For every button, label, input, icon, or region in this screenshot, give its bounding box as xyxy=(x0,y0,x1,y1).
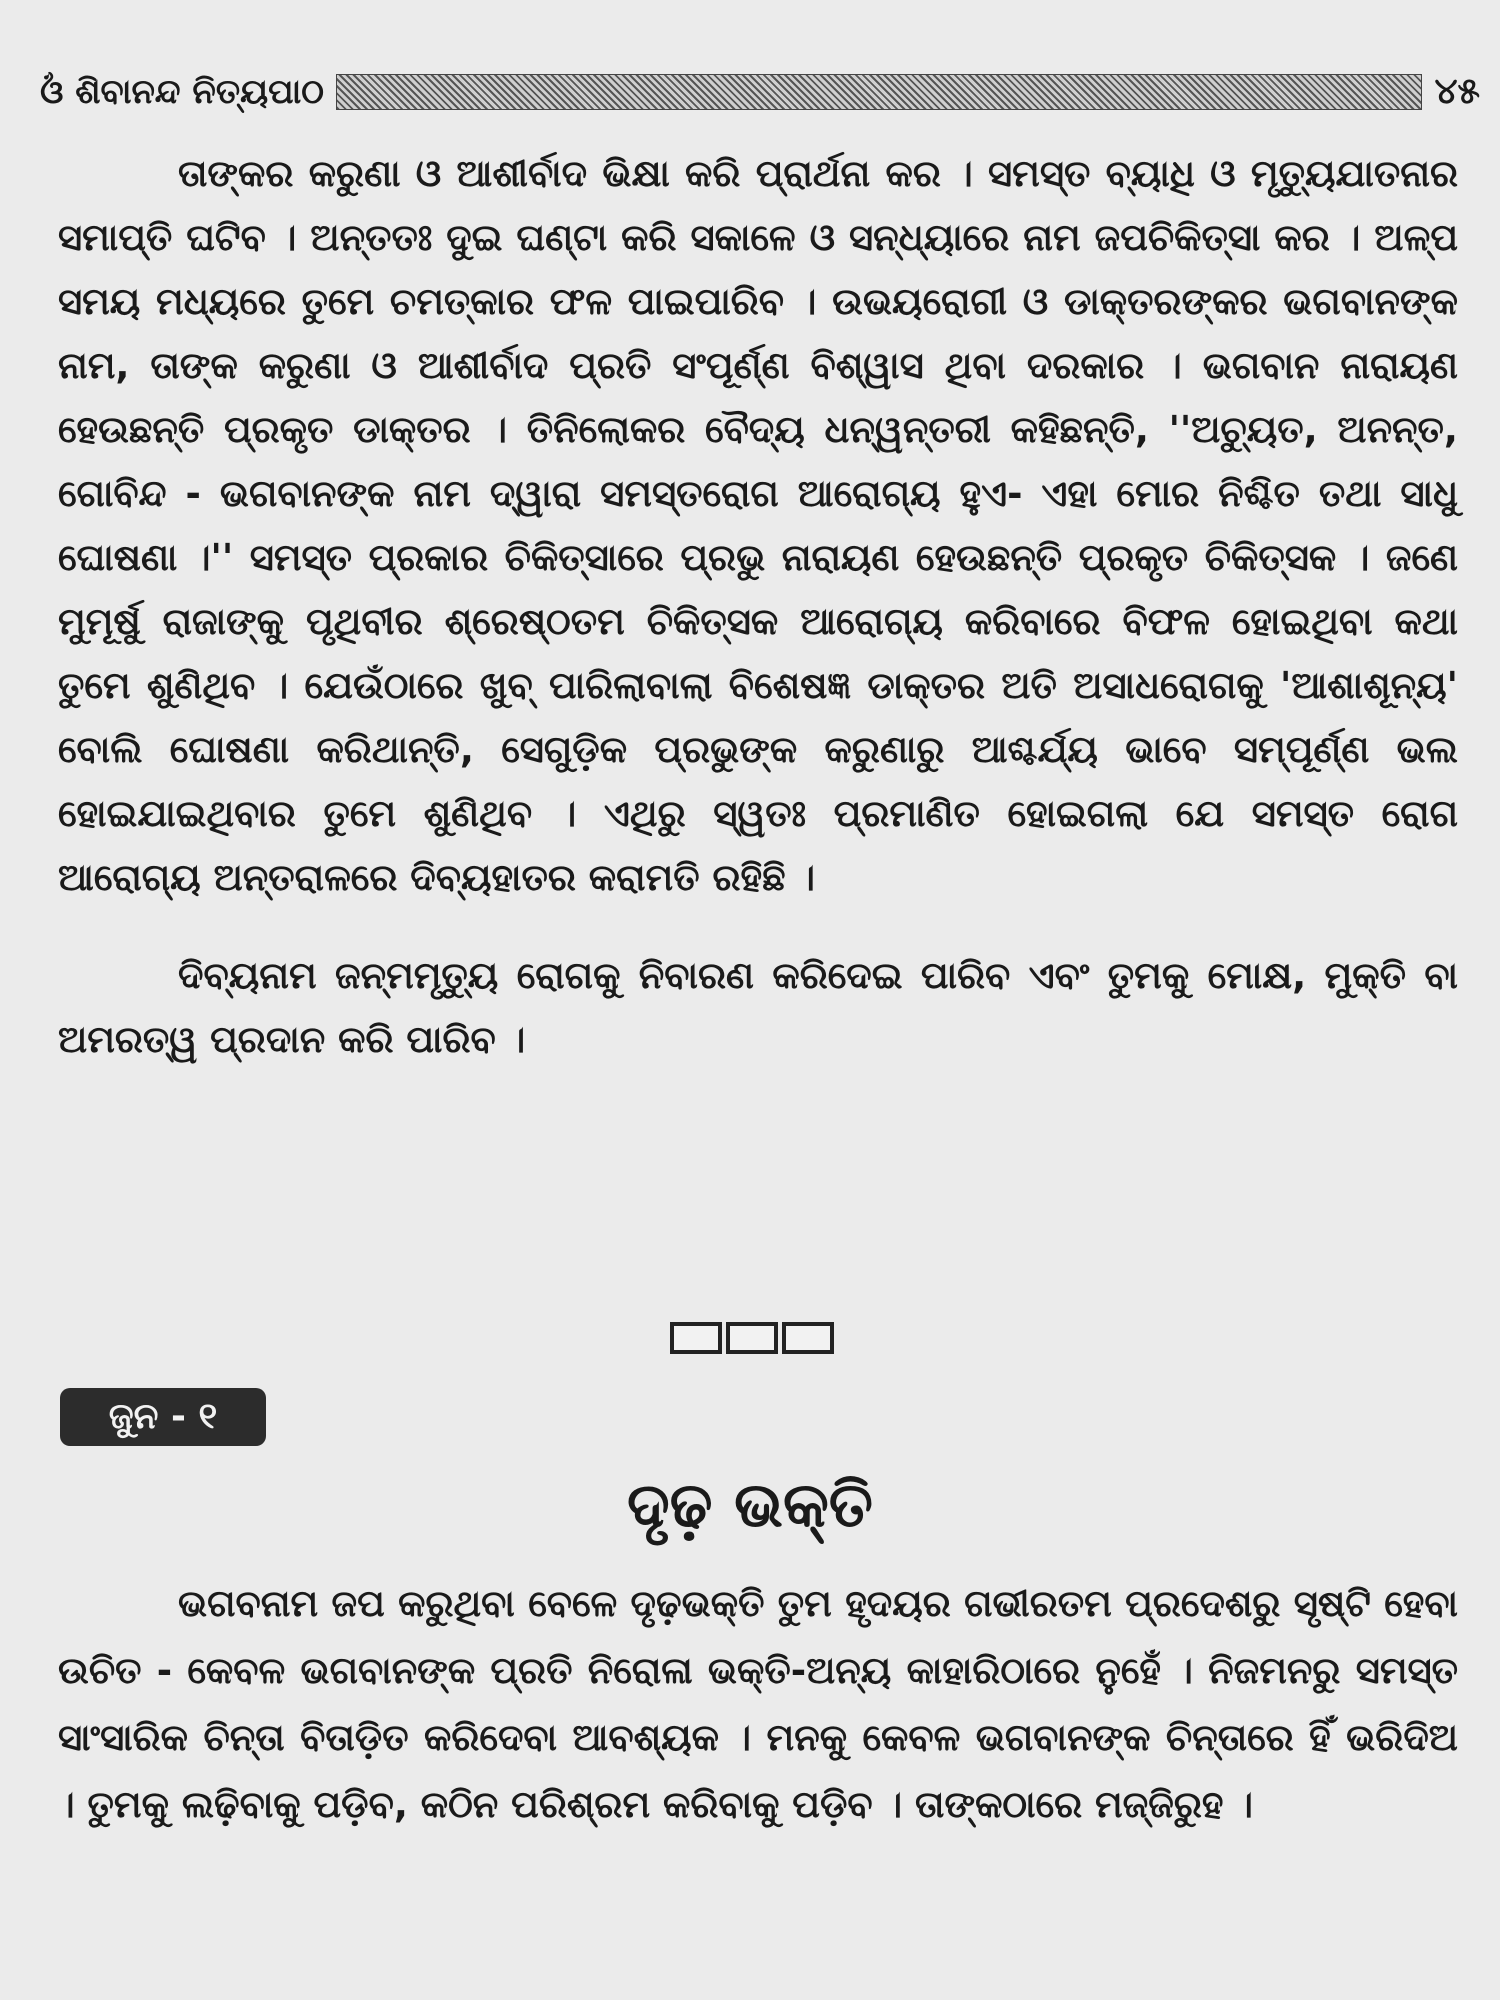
section-divider-ornament xyxy=(670,1322,834,1354)
page-number: ୪୫ xyxy=(1434,71,1480,112)
book-title: ଓଁ ଶିବାନନ୍ଦ ନିତ୍ୟପାଠ xyxy=(40,72,324,112)
divider-box xyxy=(726,1322,778,1354)
paragraph: ତାଙ୍କର କରୁଣା ଓ ଆଶୀର୍ବାଦ ଭିକ୍ଷା କରି ପ୍ରାର୍ଥନା କର । ସମସ୍ତ ବ୍ୟାଧି ଓ ମୃତ୍ୟୁଯାତନାର ସମାପ୍ତି ଘଟିବ । ଅନ୍ତତଃ ଦୁଇ ଘଣ୍ଟା କରି ସକାଳେ ଓ ସନ୍ଧ୍ୟାରେ ନାମ ଜପଚିକିତ୍ସା କର । ଅଳ୍ପ ସମୟ ମଧ୍ୟରେ ତୁମେ ଚମତ୍କାର ଫଳ ପାଇପାରିବ । ଉଭୟରୋଗୀ ଓ ଡାକ୍ତରଙ୍କର ଭଗବାନଙ୍କ ନାମ, ତାଙ୍କ କରୁଣା ଓ ଆଶୀର୍ବାଦ ପ୍ରତି ସଂପୂର୍ଣ୍ଣ ବିଶ୍ୱାସ ଥିବା ଦରକାର । ଭଗବାନ ନାରାୟଣ ହେଉଛନ୍ତି ପ୍ରକୃତ ଡାକ୍ତର । ତିନିଲୋକର ବୈଦ୍ୟ ଧନ୍ୱନ୍ତରୀ କହିଛନ୍ତି, ''ଅଚ୍ୟୁତ, ଅନନ୍ତ, ଗୋବିନ୍ଦ - ଭଗବାନଙ୍କ ନାମ ଦ୍ୱାରା ସମସ୍ତରୋଗ ଆରୋଗ୍ୟ ହୁଏ- ଏହା ମୋର ନିଶ୍ଚିତ ତଥା ସାଧୁ ଘୋଷଣା ।'' ସମସ୍ତ ପ୍ରକାର ଚିକିତ୍ସାରେ ପ୍ରଭୁ ନାରାୟଣ ହେଉଛନ୍ତି ପ୍ରକୃତ ଚିକିତ୍ସକ । ଜଣେ ମୁମୂର୍ଷୁ ରାଜାଙ୍କୁ ପୃଥିବୀର ଶ୍ରେଷ୍ଠତମ ଚିକିତ୍ସକ ଆରୋଗ୍ୟ କରିବାରେ ବିଫଳ ହୋଇଥିବା କଥା ତୁମେ ଶୁଣିଥିବ । ଯେଉଁଠାରେ ଖୁବ୍ ପାରିଲାବାଲା ବିଶେଷଜ୍ଞ ଡାକ୍ତର ଅତି ଅସାଧରୋଗକୁ 'ଆଶାଶୂନ୍ୟ' ବୋଲି ଘୋଷଣା କରିଥାନ୍ତି, ସେଗୁଡ଼ିକ ପ୍ରଭୁଙ୍କ କରୁଣାରୁ ଆଶ୍ଚର୍ଯ୍ୟ ଭାବେ ସମ୍ପୂର୍ଣ୍ଣ ଭଲ ହୋଇଯାଇଥିବାର ତୁମେ ଶୁଣିଥିବ । ଏଥିରୁ ସ୍ୱତଃ ପ୍ରମାଣିତ ହୋଇଗଲା ଯେ ସମସ୍ତ ରୋଗ ଆରୋଗ୍ୟ ଅନ୍ତରାଳରେ ଦିବ୍ୟହାତର କରାମତି ରହିଛି । xyxy=(58,152,1458,899)
divider-box xyxy=(782,1322,834,1354)
divider-box xyxy=(670,1322,722,1354)
section-body xyxy=(58,142,1458,1072)
paragraph: ଭଗବନାମ ଜପ କରୁଥିବା ବେଳେ ଦୃଢ଼ଭକ୍ତି ତୁମ ହୃଦୟର ଗଭୀରତମ ପ୍ରଦେଶରୁ ସୃଷ୍ଟି ହେବା ଉଚିତ - କେବଳ ଭଗବାନଙ୍କ ପ୍ରତି ନିରୋଳା ଭକ୍ତି-ଅନ୍ୟ କାହାରିଠାରେ ନୁହେଁ । ନିଜମନରୁ ସମସ୍ତ ସାଂସାରିକ ଚିନ୍ତା ବିତାଡ଼ିତ କରିଦେବା ଆବଶ୍ୟକ । ମନକୁ କେବଳ ଭଗବାନଙ୍କ ଚିନ୍ତାରେ ହିଁ ଭରିଦିଅ । ତୁମକୁ ଲଢ଼ିବାକୁ ପଡ଼ିବ, କଠିନ ପରିଶ୍ରମ କରିବାକୁ ପଡ଼ିବ । ତାଙ୍କଠାରେ ମଜ୍ଜିରୁହ । xyxy=(58,1582,1458,1826)
header-hatched-bar xyxy=(336,74,1422,110)
section-body xyxy=(58,1570,1458,1838)
section-heading: ଦୃଢ଼ ଭକ୍ତି xyxy=(627,1468,873,1541)
date-badge: ଜୁନ - ୧ xyxy=(60,1388,266,1446)
paragraph: ଦିବ୍ୟନାମ ଜନ୍ମମୃତ୍ୟୁ ରୋଗକୁ ନିବାରଣ କରିଦେଇ ପାରିବ ଏବଂ ତୁମକୁ ମୋକ୍ଷ, ମୁକ୍ତି ବା ଅମରତ୍ୱ ପ୍ରଦାନ କରି ପାରିବ । xyxy=(58,954,1458,1061)
running-header xyxy=(40,62,1480,122)
